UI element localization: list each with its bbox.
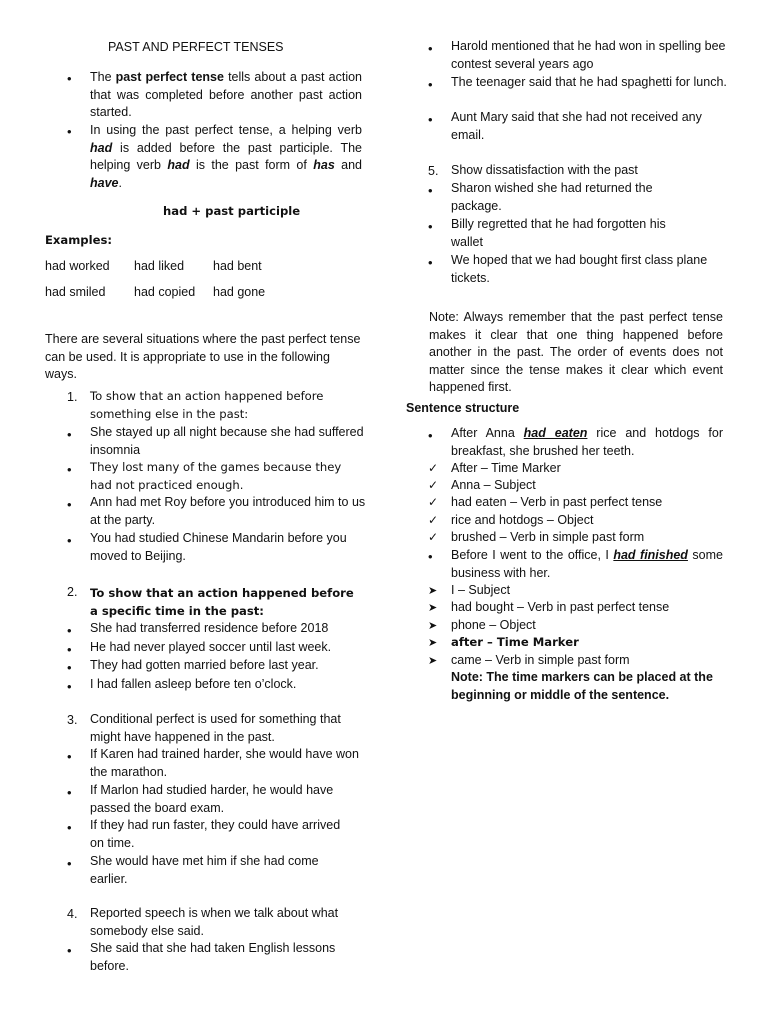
section-heading: Reported speech is when we talk about what somebody else said. [90, 906, 339, 938]
section-heading: Show dissatisfaction with the past [451, 163, 638, 177]
checkmark-icon: ✓ [428, 478, 439, 492]
note-paragraph: Note: Always remember that the past perfect tense makes it clear that one thing happened before another in the past. The order of events does not matter since the tense makes it clear which event happened first. [429, 310, 723, 394]
bullet-icon: • [428, 255, 433, 270]
list-item: They had gotten married before last year. [90, 658, 319, 672]
list-item: She said that she had taken English lessons before. [90, 941, 336, 973]
bullet-icon: • [428, 112, 433, 127]
bullet-icon: • [67, 749, 72, 764]
list-item: If they had run faster, they could have arrived on time. [90, 818, 341, 850]
bullet-icon: • [67, 462, 72, 477]
bullet-icon: • [67, 533, 72, 548]
check-item: brushed – Verb in simple past form [451, 530, 645, 544]
checkmark-icon: ✓ [428, 513, 439, 527]
list-item: She had transferred residence before 2018 [90, 621, 329, 635]
bullet-icon: • [428, 428, 433, 443]
bullet-icon: • [67, 785, 72, 800]
list-item: He had never played soccer until last week. [90, 640, 332, 654]
arrow-item: came – Verb in simple past form [451, 653, 630, 667]
checkmark-icon: ✓ [428, 530, 439, 544]
example-cell: had worked [45, 259, 110, 273]
arrow-bullet-icon: ➤ [428, 619, 438, 632]
section-heading: To show that an action happened before a specific time in the past: [90, 586, 354, 618]
list-item: Harold mentioned that he had won in spelling bee contest several years ago [451, 39, 726, 71]
example-sentence: Before I went to the office, I had finished some business with her. [451, 548, 723, 580]
example-cell: had copied [134, 285, 196, 299]
formula: had + past participle [163, 204, 301, 218]
list-item: Aunt Mary said that she had not received any email. [451, 110, 702, 142]
list-item: I had fallen asleep before ten o’clock. [90, 677, 297, 691]
bullet-icon: • [67, 124, 72, 139]
example-sentence: After Anna had eaten rice and hotdogs for breakfast, she brushed her teeth. [451, 426, 723, 458]
bullet-icon: • [428, 183, 433, 198]
arrow-bullet-icon: ➤ [428, 584, 438, 597]
example-cell: had gone [213, 285, 266, 299]
section-number: 1. [67, 390, 78, 404]
section-number: 3. [67, 713, 78, 727]
list-item: The teenager said that he had spaghetti for lunch. [451, 75, 727, 89]
bullet-icon: • [67, 427, 72, 442]
final-note: Note: The time markers can be placed at the beginning or middle of the sentence. [451, 670, 713, 702]
bullet-icon: • [428, 549, 433, 564]
bullet-icon: • [67, 856, 72, 871]
example-cell: had bent [213, 259, 262, 273]
check-item: After – Time Marker [451, 461, 561, 475]
bullet-icon: • [67, 71, 72, 86]
list-item: If Marlon had studied harder, he would have passed the board exam. [90, 783, 334, 815]
arrow-item: I – Subject [451, 583, 511, 597]
bullet-icon: • [67, 497, 72, 512]
bullet-icon: • [67, 623, 72, 638]
arrow-item: phone – Object [451, 618, 536, 632]
bullet-icon: • [428, 219, 433, 234]
intro-bullet-1: The past perfect tense tells about a past action that was completed before another past action started. [90, 70, 363, 119]
check-item: Anna – Subject [451, 478, 536, 492]
arrow-bullet-icon: ➤ [428, 654, 438, 667]
check-item: rice and hotdogs – Object [451, 513, 594, 527]
bullet-icon: • [428, 77, 433, 92]
list-item: Billy regretted that he had forgotten his wallet [451, 217, 666, 249]
section-number: 4. [67, 907, 78, 921]
structure-heading: Sentence structure [406, 401, 520, 415]
arrow-bullet-icon: ➤ [428, 636, 438, 649]
check-item: had eaten – Verb in past perfect tense [451, 495, 663, 509]
example-cell: had smiled [45, 285, 106, 299]
arrow-item: had bought – Verb in past perfect tense [451, 600, 670, 614]
bullet-icon: • [67, 820, 72, 835]
list-item: She would have met him if she had come earlier. [90, 854, 319, 886]
situations-intro: There are several situations where the past perfect tense can be used. It is appropriate to use in the following ways. [45, 332, 361, 381]
bullet-icon: • [67, 679, 72, 694]
list-item: You had studied Chinese Mandarin before you moved to Beijing. [90, 531, 347, 563]
list-item: Ann had met Roy before you introduced him to us at the party. [90, 495, 366, 527]
section-heading: Conditional perfect is used for something that might have happened in the past. [90, 712, 341, 744]
list-item: They lost many of the games because they had not practiced enough. [90, 460, 342, 492]
arrow-item: after – Time Marker [451, 635, 579, 649]
arrow-bullet-icon: ➤ [428, 601, 438, 614]
examples-label: Examples: [45, 233, 112, 247]
example-cell: had liked [134, 259, 185, 273]
section-number: 2. [67, 585, 78, 599]
page-title: PAST AND PERFECT TENSES [108, 40, 284, 54]
list-item: Sharon wished she had returned the package. [451, 181, 653, 213]
intro-bullet-2: In using the past perfect tense, a helping verb had is added before the past participle. The helping verb had is the past form of has and have. [90, 123, 362, 190]
list-item: If Karen had trained harder, she would have won the marathon. [90, 747, 359, 779]
list-item: We hoped that we had bought first class plane tickets. [451, 253, 708, 285]
bullet-icon: • [67, 660, 72, 675]
checkmark-icon: ✓ [428, 461, 439, 475]
bullet-icon: • [67, 642, 72, 657]
section-number: 5. [428, 164, 439, 178]
list-item: She stayed up all night because she had suffered insomnia [90, 425, 364, 457]
section-heading: To show that an action happened before something else in the past: [90, 389, 324, 421]
bullet-icon: • [428, 41, 433, 56]
checkmark-icon: ✓ [428, 495, 439, 509]
bullet-icon: • [67, 943, 72, 958]
